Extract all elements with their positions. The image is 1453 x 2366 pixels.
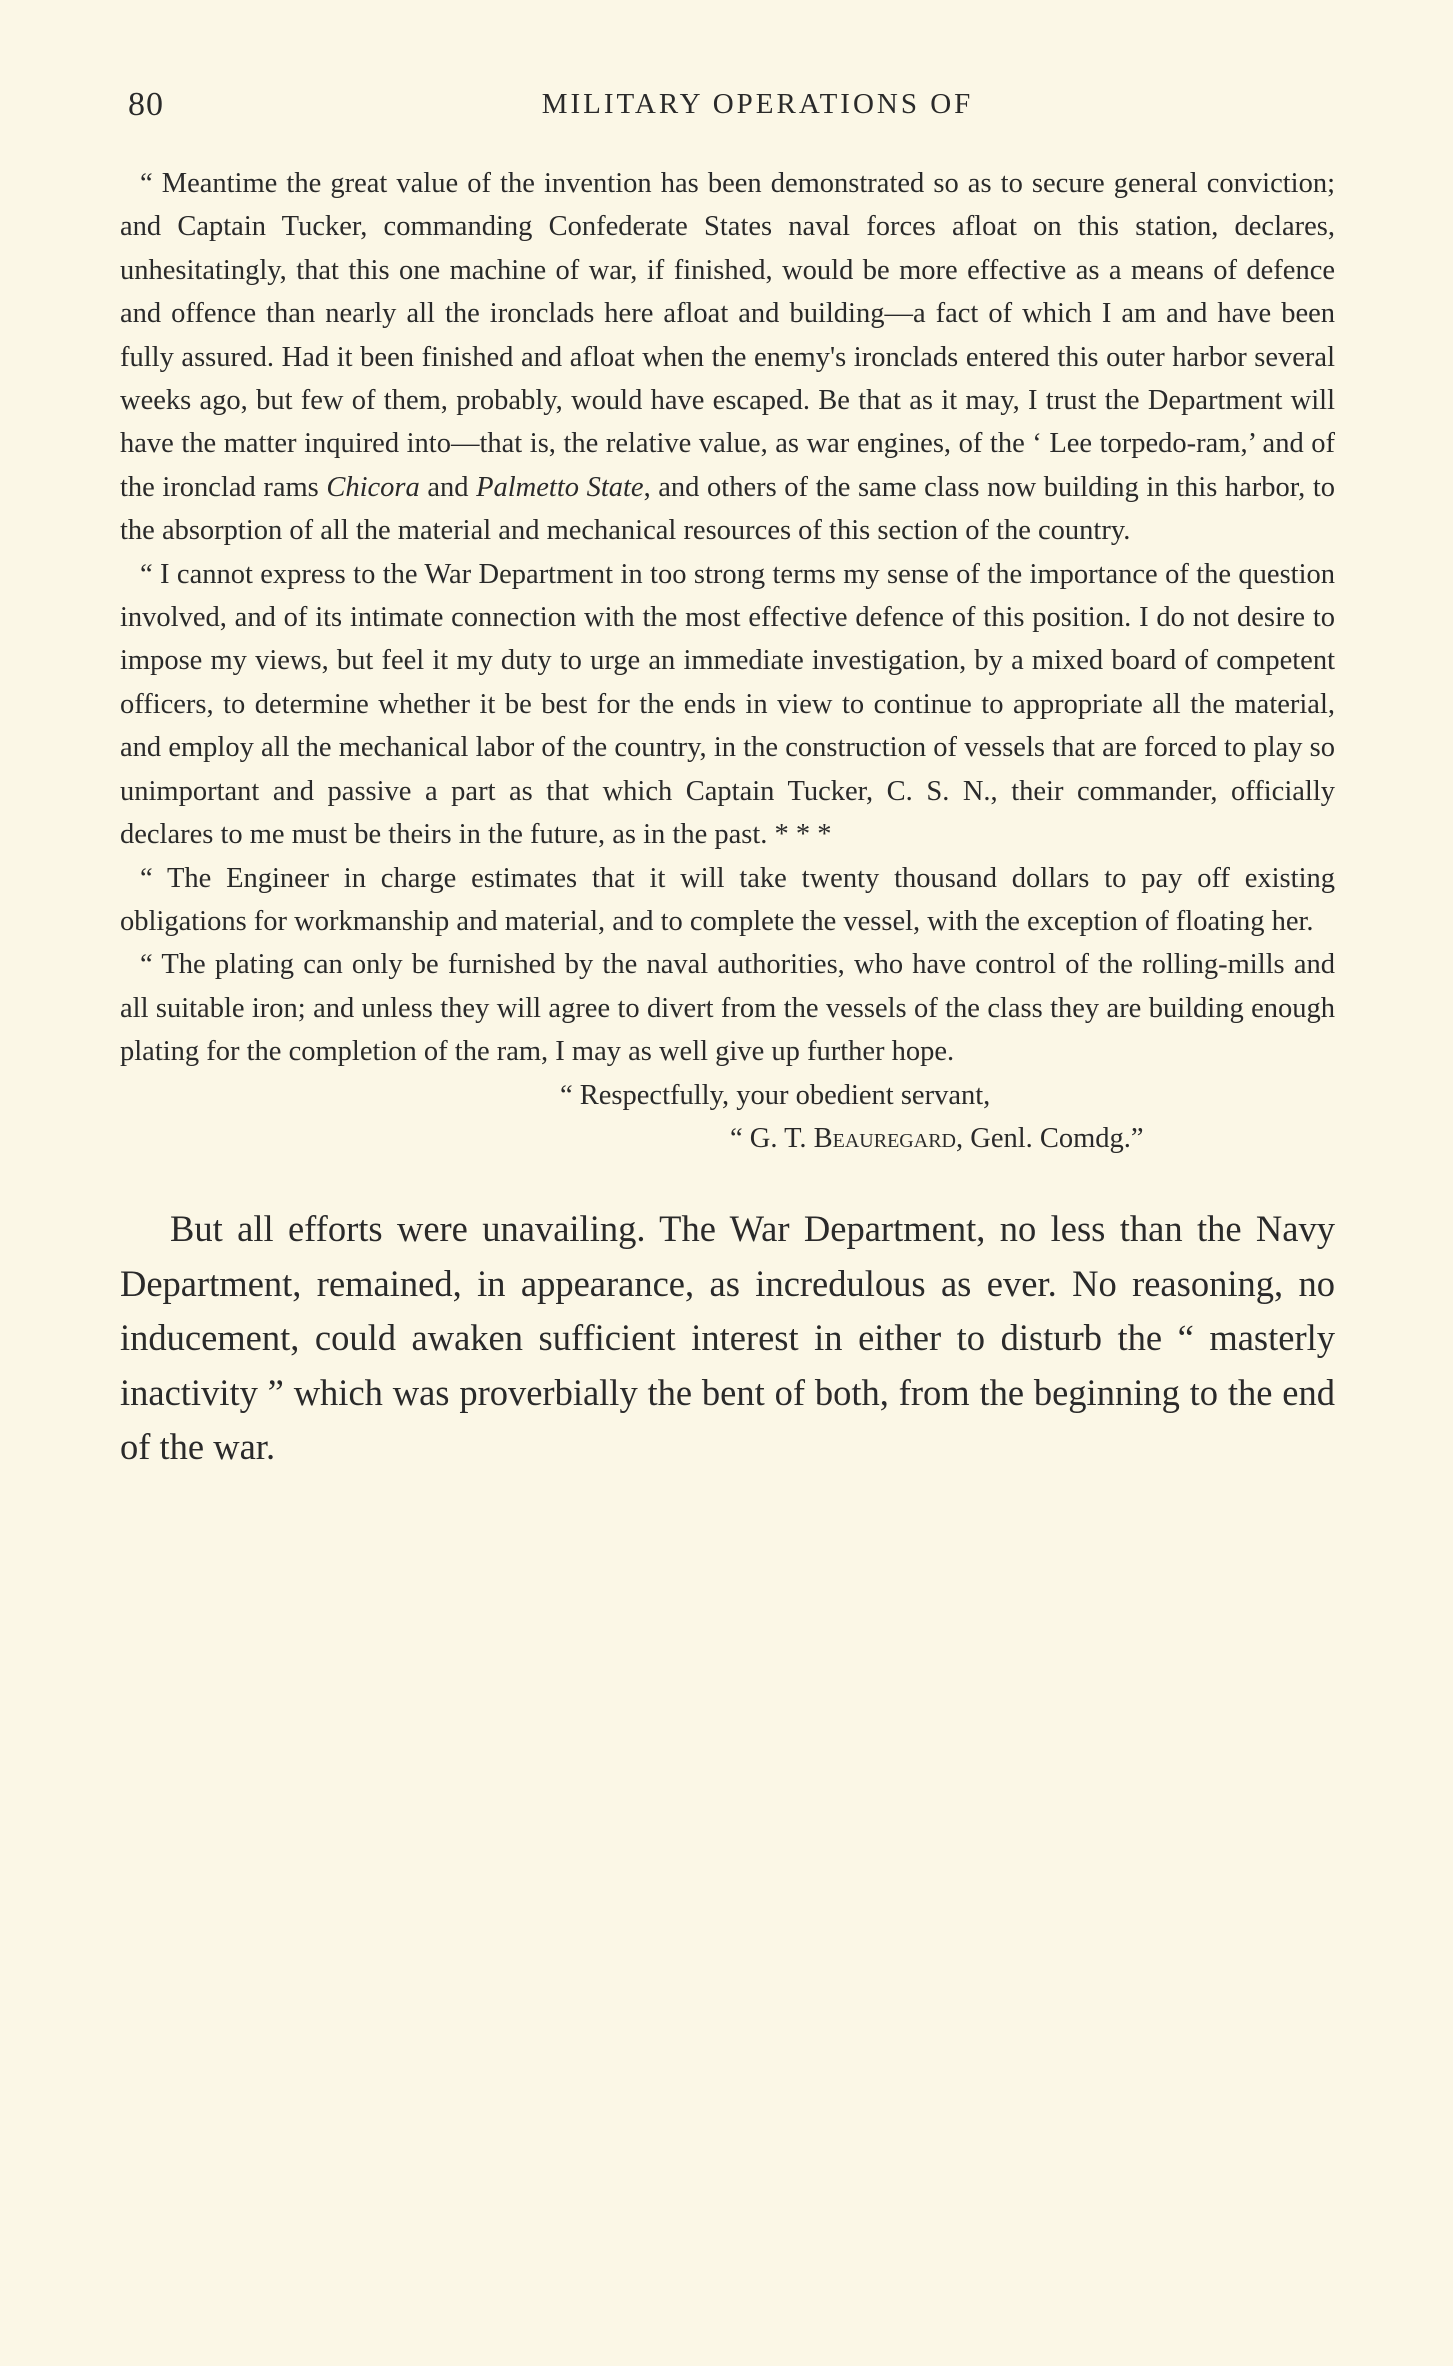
signature-initials: “ G. T. (730, 1122, 814, 1154)
signature-title: , Genl. Comdg.” (955, 1122, 1144, 1154)
letter-paragraph: “ The Engineer in charge estimates that it will take twenty thousand dollars to pay off existing obligations for workmanship and material, and to complete the vessel, with the exception of floating her. (120, 862, 1335, 937)
page-number: 80 (128, 86, 164, 123)
letter-text: “ Meantime the great value of the invention has been demonstrated so as to secure general conviction; and Captain Tucker, commanding Confederate States naval forces afloat on this station, declares, unhesitatingly, that this one machine of war, if finished, would be more effective as a means of defence and offence than nearly all the ironclads here afloat and building—a fact of which I am and have been fully assured. Had it been finished and afloat when the enemy's ironclads entered this outer harbor several weeks ago, but few of them, probably, would have escaped. Be that as it may, I trust the Department will have the matter inquired into—that is, the relative value, as war engines, of the ‘ Lee torpedo-ram,’ and of the ironclad rams (120, 168, 1335, 503)
running-title: MILITARY OPERATIONS OF (541, 88, 974, 120)
letter-text: and (419, 471, 477, 503)
ship-name-chicora: Chicora (326, 471, 420, 503)
letter-signature (120, 1117, 1335, 1160)
ship-name-palmetto-state: Palmetto State (476, 471, 644, 503)
page-header (118, 86, 1357, 126)
letter-paragraph (120, 162, 1335, 553)
signature-name: Beauregard (813, 1122, 956, 1154)
letter-paragraph: “ I cannot express to the War Department in too strong terms my sense of the importance of the question involved, and of its intimate connection with the most effective defence of this position. I do not desire to impose my views, but feel it my duty to urge an immediate investigation, by a mixed board of competent officers, to determine whether it be best for the ends in view to continue to appropriate all the material, and employ all the mechanical labor of the country, in the construction of vessels that are forced to play so unimportant and passive a part as that which Captain Tucker, C. S. N., their commander, officially declares to me must be theirs in the future, as in the past. * * * (120, 558, 1335, 851)
narrative-text (118, 1202, 1357, 1475)
letter-closing: “ Respectfully, your obedient servant, (560, 1079, 991, 1111)
narrative-paragraph: But all efforts were unavailing. The War Department, no less than the Navy Department, remained, in appearance, as incredulous as ever. No reasoning, no inducement, could awaken sufficient interest in either to disturb the “ masterly inactivity ” which was proverbially the bent of both, from the beginning to the end of the war. (120, 1208, 1335, 1468)
letter-paragraph: “ The plating can only be furnished by the naval authorities, who have control of the rolling-mills and all suitable iron; and unless they will agree to divert from the vessels of the class they are building enough plating for the completion of the ram, I may as well give up further hope. (120, 949, 1335, 1068)
quoted-letter (118, 162, 1357, 1160)
letter-text: , and others of the same class now building in this harbor, to the absorption of all the material and mechanical resources of this section of the country. (120, 471, 1335, 547)
